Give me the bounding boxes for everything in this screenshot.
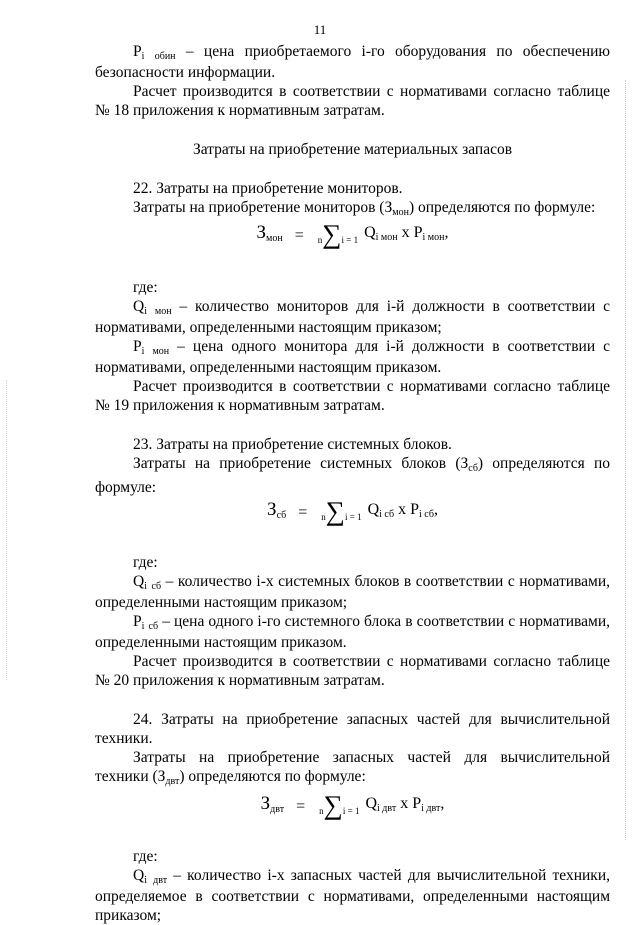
- definition-p-sb: Pi сб – цена одного i-го системного блока в соответствии с нормативами, определенными настоящим приказом.: [95, 613, 610, 651]
- page-number: 11: [313, 22, 327, 37]
- sum-sign: n∑i = 1: [321, 496, 362, 526]
- definition-q-dvt: Qi двт – количество i-х запасных частей для вычислительной техники, определяемое в соответствии с нормативами, определенными настоящим приказом;: [95, 867, 610, 924]
- formula-monitors: $З_{мон} = n\sum i = 1$ $Q_{i мон}$ x $P_{i мон}$,: [256, 219, 449, 249]
- calc-note-19: Расчет производится в соответствии с нормативами согласно таблице № 19 приложения к нормативным затратам.: [95, 378, 610, 414]
- clause-24-title: 24. Затраты на приобретение запасных частей для вычислительной техники.: [95, 711, 610, 747]
- definition-p-mon: Pi мон – цена одного монитора для i-й должности в соответствии с нормативами, определенными настоящим приказом.: [95, 338, 611, 376]
- calc-note-18: Расчет производится в соответствии с нормативами согласно таблице № 18 приложения к нормативным затратам.: [95, 83, 610, 119]
- clause-23-intro: Затраты на приобретение системных блоков $(З_{сб})$ определяются по формуле:: [95, 455, 610, 496]
- scan-edge-marks: [624, 80, 626, 840]
- section-heading: Затраты на приобретение материальных запасов: [192, 141, 513, 158]
- clause-22-title: 22. Затраты на приобретение мониторов.: [133, 180, 403, 197]
- scan-edge-marks-left: [6, 380, 8, 680]
- definition-q-mon: Qi мон – количество мониторов для i-й должности в соответствии с нормативами, определенными настоящим приказом;: [95, 298, 610, 336]
- where-label: где:: [133, 279, 158, 296]
- clause-24-intro: Затраты на приобретение запасных частей для вычислительной техники $(З_{двт})$ определяются по формуле:: [95, 749, 610, 787]
- definition-q-sb: Qi сб – количество i-х системных блоков в соответствии с нормативами, определенными настоящим приказом;: [95, 573, 610, 611]
- formula-system-units: $З_{сб} = n\sum i = 1$ $Q_{i сб}$ x $P_{i сб}$,: [267, 496, 438, 526]
- sum-sign: n∑i = 1: [319, 790, 360, 820]
- sum-sign: n∑i = 1: [317, 219, 359, 249]
- where-label: где:: [133, 848, 158, 865]
- calc-note-20: Расчет производится в соответствии с нормативами согласно таблице № 20 приложения к нормативным затратам.: [95, 653, 610, 689]
- symbol-p: P: [133, 43, 142, 60]
- document-body: [95, 42, 610, 925]
- formula-spare-parts: $З_{двт} = n\sum i = 1$ $Q_{i двт}$ x $P_{i двт}$,: [260, 790, 445, 820]
- clause-23-title: 23. Затраты на приобретение системных блоков.: [133, 436, 452, 453]
- definition-p-obin: Pi обин – цена приобретаемого i-го оборудования по обеспечению безопасности информации.: [95, 43, 610, 81]
- clause-22-intro: Затраты на приобретение мониторов $(З_{мон})$ определяются по формуле:: [133, 199, 596, 218]
- where-label: где:: [133, 554, 158, 571]
